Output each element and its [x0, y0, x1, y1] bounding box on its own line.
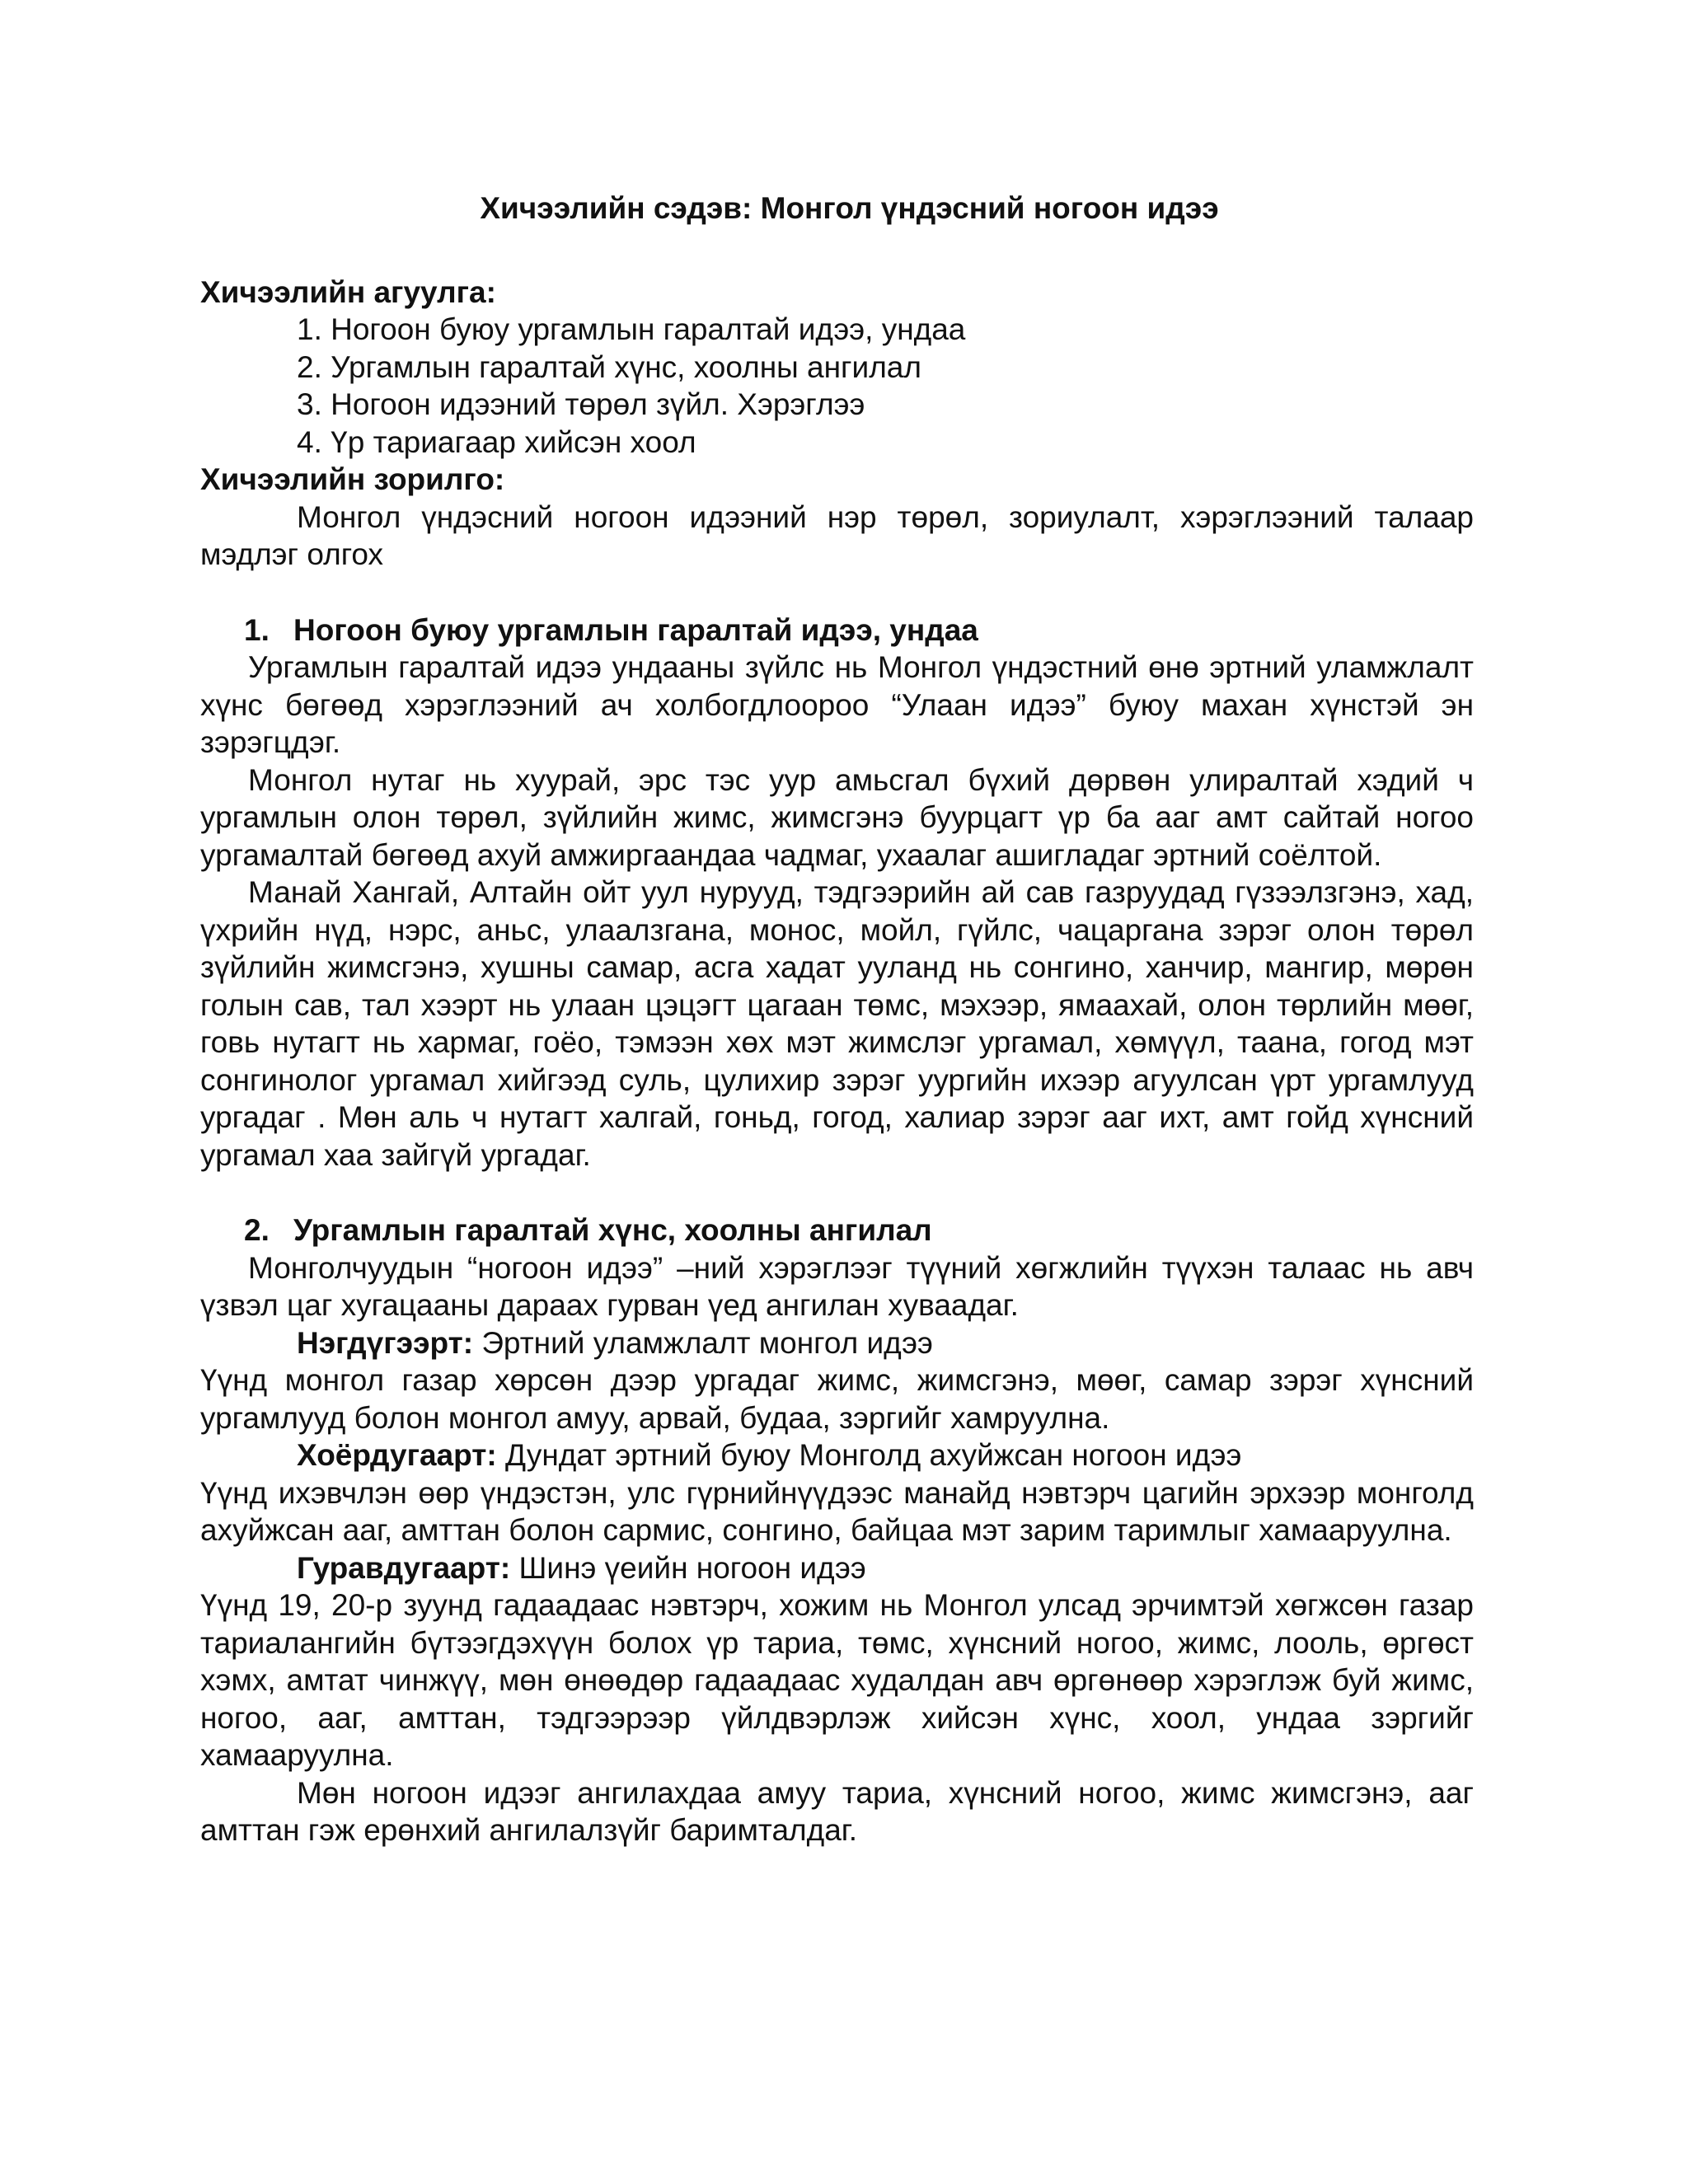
- period-2-text: Үүнд ихэвчлэн өөр үндэстэн, улс гүрнийнүүдээс манайд нэвтэрч цагийн эрхээр монголд ахуйжсан ааг, амттан болон сармис, сонгино, байцаа мэт зарим таримлыг хамааруулна.: [200, 1475, 1474, 1547]
- content-label: Хичээлийн агуулга:: [200, 274, 496, 309]
- content-item: 4. Үр тариагаар хийсэн хоол: [297, 424, 696, 459]
- period-1-heading: [200, 1324, 1474, 1362]
- period-2-heading: [200, 1436, 1474, 1474]
- section-1-paragraph: Ургамлын гаралтай идээ ундааны зүйлс нь Монгол үндэстний өнө эртний уламжлалт хүнс бөгөөд хэрэглээний ач холбогдлоороо “Улаан идээ” буюу махан хүнстэй эн зэрэгцдэг.: [200, 650, 1474, 759]
- period-2-subtitle: Дундат эртний буюу Монголд ахуйжсан ногоон идээ: [496, 1438, 1242, 1472]
- content-item: 3. Ногоон идээний төрөл зүйл. Хэрэглээ: [297, 387, 865, 421]
- section-1-paragraph: Манай Хангай, Алтайн ойт уул нурууд, тэдгээрийн ай сав газруудад гүзээлзгэнэ, хад, үхрийн нүд, нэрс, аньс, улаалзгана, монос, мойл, гүйлс, чацаргана зэрэг олон төрөл зүйлийн жимсгэнэ, хушны самар, асга хадат ууланд нь сонгино, ханчир, мангир, мөрөн голын сав, тал хээрт нь улаан цэцэгт цагаан төмс, мэхээр, ямаахай, олон төрлийн мөөг, говь нутагт нь хармаг, гоёо, тэмээн хөх мэт жимслэг ургамал, хөмүүл, таана, гогод мэт сонгинолог ургамал хийгээд суль, цулихир зэрэг уургийн ихээр агуулсан үрт ургамлууд ургадаг . Мөн аль ч нутагт халгай, гоньд, гогод, халиар зэрэг ааг ихт, амт гойд хүнсний ургамал хаа зайгүй ургадаг.: [200, 875, 1474, 1172]
- period-2-term: Хоёрдугаарт:: [297, 1438, 497, 1472]
- section-1-paragraph: Монгол нутаг нь хуурай, эрс тэс уур амьсгал бүхий дөрвөн улиралтай хэдий ч ургамлын олон төрөл, зүйлийн жимс, жимсгэнэ буурцагт үр ба ааг амт сайтай ногоо ургамалтай бөгөөд ахуй амжиргаандаа чадмаг, ухаалаг ашигладаг эртний соёлтой.: [200, 762, 1474, 872]
- content-list: [200, 311, 1474, 461]
- goal-label: Хичээлийн зорилго:: [200, 462, 505, 496]
- period-3-term: Гуравдугаарт:: [297, 1550, 511, 1585]
- section-2-closing: Мөн ногоон идээг ангилахдаа амуу тариа, хүнсний ногоо, жимс жимсгэнэ, ааг амттан гэж ерөнхий ангилалзүйг баримталдаг.: [200, 1775, 1474, 1847]
- section-1-title: Ногоон буюу ургамлын гаралтай идээ, ундаа: [293, 612, 978, 647]
- section-2-intro: Монголчуудын “ногоон идээ” –ний хэрэглээг түүний хөгжлийн түүхэн талаас нь авч үзвэл цаг хугацааны дараах гурван үед ангилан хуваадаг.: [200, 1250, 1474, 1322]
- section-2-title: Ургамлын гаралтай хүнс, хоолны ангилал: [293, 1213, 932, 1247]
- content-item: 1. Ногоон буюу ургамлын гаралтай идээ, ундаа: [297, 312, 966, 346]
- period-3-text: Үүнд 19, 20-р зуунд гадаадаас нэвтэрч, хожим нь Монгол улсад эрчимтэй хөгжсөн газар тариалангийн бүтээгдэхүүн болох үр тариа, төмс, хүнсний ногоо, жимс, лооль, өргөст хэмх, амтат чинжүү, мөн өнөөдөр гадаадаас худалдан авч өргөнөөр хэрэглэж буй жимс, ногоо, ааг, амттан, тэдгээрээр үйлдвэрлэж хийсэн хүнс, хоол, ундаа зэргийг хамааруулна.: [200, 1588, 1474, 1772]
- section-1-number: 1.: [244, 612, 270, 647]
- section-2-heading: [200, 1212, 1474, 1249]
- goal-text: Монгол үндэсний ногоон идээний нэр төрөл, зориулалт, хэрэглээний талаар мэдлэг олгох: [200, 499, 1474, 571]
- period-3-subtitle: Шинэ үеийн ногоон идээ: [510, 1550, 866, 1585]
- period-1-term: Нэгдүгээрт:: [297, 1325, 474, 1360]
- period-3-heading: [200, 1549, 1474, 1587]
- document-page: [200, 190, 1474, 1849]
- section-1-heading: [200, 612, 1474, 649]
- section-2-number: 2.: [244, 1213, 270, 1247]
- content-item: 2. Ургамлын гаралтай хүнс, хоолны ангилал: [297, 349, 921, 384]
- document-title: Хичээлийн сэдэв: Монгол үндэсний ногоон идээ: [480, 191, 1219, 225]
- period-1-subtitle: Эртний уламжлалт монгол идээ: [473, 1325, 933, 1360]
- period-1-text: Үүнд монгол газар хөрсөн дээр ургадаг жимс, жимсгэнэ, мөөг, самар зэрэг хүнсний ургамлууд болон монгол амуу, арвай, будаа, зэргийг хамруулна.: [200, 1363, 1474, 1435]
